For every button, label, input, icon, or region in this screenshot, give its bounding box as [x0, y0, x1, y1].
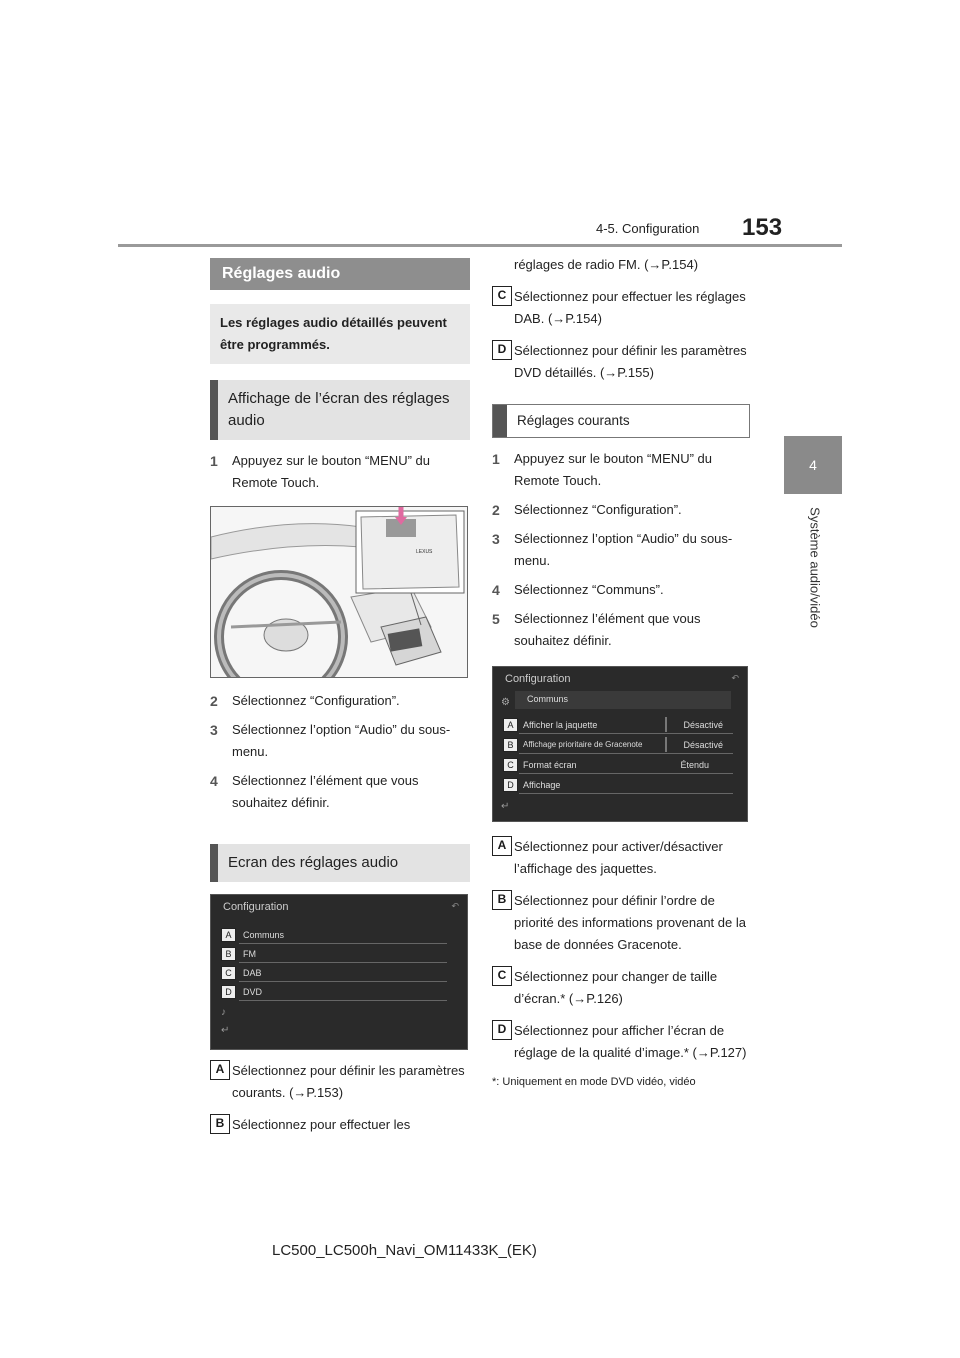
- callout-badge: C: [492, 966, 512, 986]
- sound-icon: ♪: [221, 1007, 226, 1018]
- callout-badge: A: [221, 928, 236, 942]
- callout-item-a: [210, 1060, 470, 1104]
- callout-badge: D: [492, 1020, 512, 1040]
- return-icon: ↵: [501, 801, 510, 812]
- step-number: 2: [210, 693, 218, 709]
- step-number: 1: [210, 453, 218, 469]
- footnote: *: Uniquement en mode DVD vidéo, vidéo: [492, 1076, 696, 1088]
- subheading-text: Affichage de l’écran des réglages audio: [228, 390, 450, 429]
- row-label: Communs: [243, 930, 285, 940]
- callout-text: Sélectionnez pour définir l’ordre de priorité des informations provenant de la base de données Gracenote.: [514, 893, 746, 952]
- left-column: [210, 258, 470, 1136]
- screen-row: [239, 984, 447, 1001]
- step-text: Sélectionnez l’option “Audio” du sous-menu.: [514, 531, 733, 568]
- callout-badge: C: [492, 286, 512, 306]
- step: [492, 528, 750, 572]
- row-label: Format écran: [523, 760, 577, 770]
- subheading-text: Ecran des réglages audio: [228, 854, 399, 871]
- callout-badge: B: [492, 890, 512, 910]
- callout-item-d: [492, 340, 750, 384]
- callout-badge: D: [221, 985, 236, 999]
- setting-row[interactable]: [519, 777, 733, 794]
- callout-badge: C: [221, 966, 236, 980]
- callout-item-b: [492, 890, 750, 956]
- section-heading: Réglages audio: [210, 258, 470, 290]
- dashboard-illustration: [210, 506, 468, 678]
- callout-badge: B: [210, 1114, 230, 1134]
- common-settings-screen: [492, 666, 748, 822]
- screen-subtitle-bar: [515, 691, 731, 709]
- row-label: Affichage: [523, 780, 561, 790]
- step-text: Sélectionnez l’élément que vous souhaitez définir.: [514, 611, 701, 648]
- chapter-label: Système audio/vidéo: [807, 507, 823, 628]
- row-label: Affichage prioritaire de Gracenote: [523, 740, 643, 749]
- step-number: 1: [492, 451, 500, 467]
- step-number: 3: [492, 531, 500, 547]
- screen-subtitle: Communs: [527, 694, 569, 704]
- callout-item-b: [210, 1114, 470, 1136]
- audio-settings-screen: [210, 894, 468, 1050]
- callout-text: Sélectionnez pour afficher l’écran de réglage de la qualité d’image.* (→P.127): [514, 1023, 747, 1060]
- row-value: Désactivé: [683, 720, 723, 730]
- gear-icon: ⚙: [501, 697, 510, 708]
- callout-text: réglages de radio FM. (→P.154): [514, 257, 699, 272]
- chapter-number: 4: [809, 457, 817, 473]
- setting-row[interactable]: [519, 717, 733, 734]
- step: [492, 499, 750, 521]
- subheading-common-settings: [492, 404, 750, 438]
- step: [492, 579, 750, 601]
- step-text: Appuyez sur le bouton “MENU” du Remote Touch.: [514, 451, 712, 488]
- step-number: 4: [210, 773, 218, 789]
- back-icon: ↶: [451, 901, 459, 911]
- row-value: Étendu: [680, 760, 709, 770]
- step: [210, 770, 470, 814]
- page-number: 153: [742, 214, 783, 241]
- callout-text: Sélectionnez pour définir les paramètres DVD détaillés. (→P.155): [514, 343, 747, 380]
- step-text: Appuyez sur le bouton “MENU” du Remote Touch.: [232, 453, 430, 490]
- step-number: 4: [492, 582, 500, 598]
- callout-item-d: [492, 1020, 750, 1064]
- step-text: Sélectionnez “Communs”.: [514, 582, 664, 597]
- step-text: Sélectionnez l’élément que vous souhaitez définir.: [232, 773, 419, 810]
- step-text: Sélectionnez “Configuration”.: [514, 502, 682, 517]
- setting-row[interactable]: [519, 757, 733, 774]
- step-text: Sélectionnez l’option “Audio” du sous-menu.: [232, 722, 451, 759]
- screen-row: [239, 927, 447, 944]
- callout-text: Sélectionnez pour effectuer les réglages DAB. (→P.154): [514, 289, 746, 326]
- intro-box: Les réglages audio détaillés peuvent être programmés.: [210, 304, 470, 364]
- callout-badge: A: [492, 836, 512, 856]
- callout-badge: A: [503, 718, 518, 732]
- dashboard-drawing: [211, 507, 468, 678]
- step: [210, 719, 470, 763]
- step-number: 5: [492, 611, 500, 627]
- callout-text: Sélectionnez pour définir les paramètres courants. (→P.153): [232, 1063, 465, 1100]
- callout-text: Sélectionnez pour activer/désactiver l’affichage des jaquettes.: [514, 839, 723, 876]
- row-label: Afficher la jaquette: [523, 720, 598, 730]
- section-reference: 4-5. Configuration: [596, 221, 700, 236]
- callout-item-c: [492, 286, 750, 330]
- screen-row: [239, 946, 447, 963]
- callout-badge: C: [503, 758, 518, 772]
- callout-badge: B: [503, 738, 518, 752]
- step: [492, 608, 750, 652]
- callout-badge: D: [503, 778, 518, 792]
- callout-item-c: [492, 966, 750, 1010]
- screen-title: Configuration: [505, 673, 571, 685]
- row-label: FM: [243, 949, 256, 959]
- callout-item-b-cont: [492, 254, 750, 276]
- row-label: DAB: [243, 968, 262, 978]
- illustration-lexus-label: LEXUS: [416, 549, 433, 555]
- step-number: 2: [492, 502, 500, 518]
- screen-row: [239, 965, 447, 982]
- row-label: DVD: [243, 987, 263, 997]
- step-number: 3: [210, 722, 218, 738]
- back-icon: ↶: [731, 673, 739, 683]
- header-divider: [118, 244, 842, 247]
- callout-badge: A: [210, 1060, 230, 1080]
- return-icon: ↵: [221, 1025, 230, 1036]
- step: [210, 450, 470, 494]
- callout-text: Sélectionnez pour changer de taille d’écran.* (→P.126): [514, 969, 718, 1006]
- step-text: Sélectionnez “Configuration”.: [232, 693, 400, 708]
- setting-row[interactable]: [519, 737, 733, 754]
- row-value: Désactivé: [683, 740, 723, 750]
- step: [492, 448, 750, 492]
- chapter-tab: [784, 436, 842, 494]
- callout-badge: B: [221, 947, 236, 961]
- document-id: LC500_LC500h_Navi_OM11433K_(EK): [272, 1242, 537, 1259]
- subheading-audio-screen: [210, 844, 470, 882]
- step: [210, 690, 470, 712]
- screen-title: Configuration: [223, 901, 289, 913]
- callout-item-a: [492, 836, 750, 880]
- callout-badge: D: [492, 340, 512, 360]
- subheading-text: Réglages courants: [517, 413, 630, 428]
- right-column: [492, 254, 750, 1088]
- callout-text: Sélectionnez pour effectuer les: [232, 1117, 411, 1132]
- subheading-display-screen: [210, 380, 470, 440]
